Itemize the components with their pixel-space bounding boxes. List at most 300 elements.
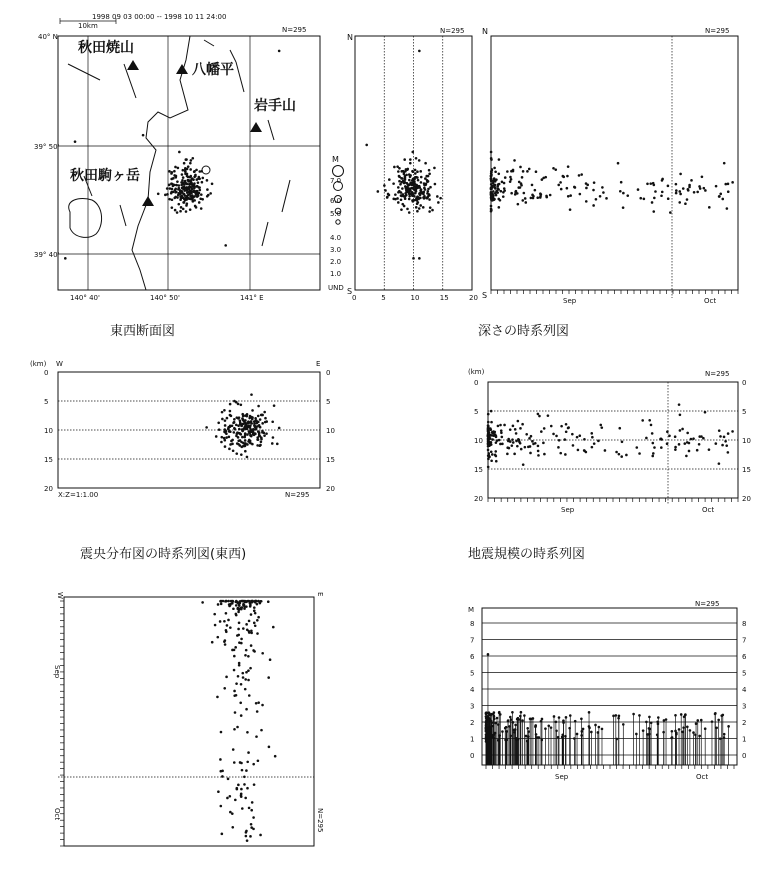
ew-time-point [234,646,237,649]
map-epicenter [142,134,145,137]
depth-time-point [591,446,594,449]
mag-time-bar-head [485,730,488,733]
mag-time-bar-head [514,724,517,727]
depth-time-point [683,442,686,445]
map-epicenter [181,179,184,182]
ns-time-point [687,189,690,192]
map-epicenter [74,140,77,143]
map-epicenter [64,257,67,260]
ns-point [434,183,437,186]
ew-point [264,417,267,420]
ns-time-point [531,184,534,187]
map-epicenter [176,211,179,214]
ew-time-point [235,604,238,607]
ns-point [386,196,389,199]
ns-time-point [562,176,565,179]
mag-time-y-tick-label: 3 [470,702,475,711]
ew-point [233,418,236,421]
ns-time-point [528,168,531,171]
mag-time-bar-head [544,727,547,730]
ns-time-point [696,191,699,194]
ns-time-point [492,190,495,193]
depth-time-point [679,429,682,432]
ns-time-point [534,189,537,192]
depth-time-point [681,428,684,431]
ew-point [238,416,241,419]
ew-time-point [240,795,243,798]
mag-time-bar-head [698,735,701,738]
depth-time-point [538,415,541,418]
ew-time-point [247,751,250,754]
ns-time-tick-sep: Sep [563,297,577,305]
ew-point [233,431,236,434]
ns-time-point [531,194,534,197]
mag-time-bar-head [723,736,726,739]
ew-time-point [245,830,248,833]
mag-time-bar-head [674,714,677,717]
map-epicenter [184,181,187,184]
ew-time-point [246,731,249,734]
depth-time-point [604,449,607,452]
depth-time-point [593,442,596,445]
mag-time-bar-head [485,713,488,716]
ew-point [259,444,262,447]
ew-time-point [219,805,222,808]
mag-time-bar-head [507,719,510,722]
ew-time-point [238,621,241,624]
map-lon-label: 140° 50' [150,294,180,302]
ns-time-point [639,197,642,200]
ns-time-point [718,195,721,198]
mag-time-bar-head [723,733,726,736]
ew-time-point [240,788,243,791]
mag-time-bar-head [727,725,730,728]
map-epicenter [166,187,169,190]
ns-point [398,167,401,170]
map-epicenter [179,210,182,213]
ew-time-point [227,619,230,622]
mag-time-bar-head [617,717,620,720]
ew-point [261,422,264,425]
mag-time-bar-head [598,726,601,729]
ew-point [220,441,223,444]
depth-time-point [529,452,532,455]
ew-point [253,422,256,425]
ns-point [429,186,432,189]
map-epicenter [175,184,178,187]
map-epicenter [200,207,203,210]
ns-time-point [724,183,727,186]
ew-time-point [217,603,220,606]
mag-time-bar-head [510,718,513,721]
map-epicenter [184,167,187,170]
ns-point [398,176,401,179]
ew-time-point [216,696,219,699]
mag-time-bar-head [615,738,618,741]
depth-time-point [524,446,527,449]
ew-time-point [245,649,248,652]
mag-time-y-tick-label: 7 [470,636,475,645]
ew-time-point [240,683,243,686]
ns-time-point [521,176,524,179]
map-epicenter [189,168,192,171]
depth-time-point [576,436,579,439]
ns-point [408,198,411,201]
ns-section-corner-s: S [347,287,353,296]
mag-time-bar-head [683,715,686,718]
ew-time-point [256,632,259,635]
ew-point [231,443,234,446]
mag-time-bar-head [648,716,651,719]
ns-point [425,175,428,178]
depth-time-point [519,442,522,445]
ew-point [237,436,240,439]
ew-y-tick-label: 0 [44,369,49,377]
map-epicenter [206,179,209,182]
depth-time-point [651,432,654,435]
mag-time-bar-head [562,721,565,724]
ew-point [215,435,218,438]
mag-time-bar-head [650,721,653,724]
map-epicenter [278,50,281,53]
ew-point [225,436,228,439]
ns-time-point [567,165,570,168]
ns-time-point [699,187,702,190]
ns-time-point [497,198,500,201]
depth-time-point [492,432,495,435]
ns-point [394,193,397,196]
depth-time-point [547,414,550,417]
ew-point [232,449,235,452]
ns-time-point [708,206,711,209]
depth-time-point [522,463,525,466]
mag-time-bar-head [515,739,518,742]
ew-point [246,433,249,436]
volcano-label: 秋田駒ヶ岳 [70,168,140,184]
mag-time-bar-head [555,721,558,724]
map-epicenter [185,158,188,161]
ns-point [384,189,387,192]
depth-time-point [515,440,518,443]
ew-time-point [224,639,227,642]
ew-point [248,425,251,428]
ns-time-point [503,187,506,190]
depth-time-point [506,453,509,456]
ns-time-point [653,197,656,200]
ns-time-point [490,193,493,196]
ns-point [408,211,411,214]
ew-point [251,443,254,446]
ew-time-point [260,600,263,603]
map-epicenter [200,170,203,173]
ew-time-point [236,607,239,610]
depth-time-point [718,462,721,465]
ns-time-point [675,183,678,186]
ns-point [412,187,415,190]
mag-time-bar-head [493,711,496,714]
ns-x-tick-label: 5 [381,294,386,302]
ns-time-count: N=295 [705,27,730,35]
ns-x-tick-label: 0 [352,294,357,302]
depth-time-point [555,435,558,438]
ns-time-point [719,193,722,196]
ew-time-point [239,701,242,704]
ns-time-point [693,191,696,194]
ns-time-point [498,206,501,209]
ew-time-point [244,797,247,800]
depth-time-point [721,444,724,447]
ns-time-point [566,187,569,190]
map-epicenter [176,180,179,183]
ew-point [271,442,274,445]
depth-time-point [719,435,722,438]
magnitude-legend-title: M [332,155,339,164]
mag-time-day-ticks [486,765,734,769]
ns-time-point [504,176,507,179]
ew-time-point [232,607,235,610]
ns-time-point [727,190,730,193]
depth-time-point [621,441,624,444]
ns-point [418,50,421,53]
depth-time-point [702,437,705,440]
ew-point [229,414,232,417]
ew-point [265,432,268,435]
depth-time-point [652,452,655,455]
ns-time-point [535,170,538,173]
ns-point [422,206,425,209]
ew-point [249,415,252,418]
depth-time-point [552,433,555,436]
depth-time-point [558,439,561,442]
ns-point [427,180,430,183]
ns-time-point [704,189,707,192]
ew-point [260,440,263,443]
mag-time-tick-sep: Sep [555,773,569,781]
ew-time-point [250,601,253,604]
depth-time-point [686,441,689,444]
mag-time-bar-head [622,723,625,726]
ns-point [418,257,421,260]
depth-time-point [618,427,621,430]
ew-point [278,427,281,430]
ew-time-point [234,799,237,802]
depth-time-point [704,411,707,414]
ns-point [411,193,414,196]
ns-time-point [586,184,589,187]
ew-time-point [244,688,247,691]
map-epicenter [190,190,193,193]
ns-time-point [500,190,503,193]
map-epicenter [181,173,184,176]
mag-time-y-tick-label: 7 [742,636,747,645]
map-epicenter [182,169,185,172]
mag-time-bar-head [717,719,720,722]
depth-time-point [727,432,730,435]
depth-time-point [487,449,490,452]
ns-point [396,197,399,200]
ew-time-point [214,624,217,627]
ew-time-point [256,619,259,622]
ns-time-point [517,203,520,206]
depth-time-point [648,419,651,422]
ns-point [409,162,412,165]
ew-time-count: N=295 [316,808,324,833]
mag-time-bar-head [487,653,490,656]
ns-time-point [652,210,655,213]
mag-time-y-tick-label: 2 [470,719,475,727]
depth-time-point [517,420,520,423]
depth-time-point [651,442,654,445]
depth-time-point [690,438,693,441]
ew-time-point [252,816,255,819]
legend-circle [336,220,340,224]
ns-time-point [560,188,563,191]
mag-time-bar-head [511,711,514,714]
ns-point [415,184,418,187]
depth-time-point [674,446,677,449]
ew-y-tick-label: 10 [326,427,335,435]
ns-time-point [490,196,493,199]
ew-time-corner-e: E [316,592,324,597]
ns-time-point [502,195,505,198]
depth-time-point [501,436,504,439]
ns-time-point [521,199,524,202]
ew-time-point [233,694,236,697]
ew-y-tick-label: 15 [44,456,53,464]
map-epicenter [195,169,198,172]
depth-time-point [645,437,648,440]
depth-time-point [615,451,618,454]
legend-label: 5.0 [330,210,342,218]
depth-time-point [511,438,514,441]
ns-time-point [605,197,608,200]
mag-time-bar-head [719,737,722,740]
ns-point [420,181,423,184]
ew-point [224,419,227,422]
mag-time-bar-head [689,729,692,732]
ew-time-point [223,687,226,690]
depth-time-point [511,444,514,447]
ns-point [392,182,395,185]
mag-time-bar-head [490,720,493,723]
ew-time-point [248,694,251,697]
ns-point [431,209,434,212]
mag-time-bar-head [555,729,558,732]
ew-time-point [228,605,231,608]
ew-time-point [219,758,222,761]
depth-time-point [597,440,600,443]
ns-time-point [510,192,513,195]
map-epicenter [191,178,194,181]
depth-time-point [542,442,545,445]
mag-time-bar-head [496,717,499,720]
depth-time-point [494,450,497,453]
ns-time-point [622,192,625,195]
depth-time-y-tick-label: 15 [742,466,751,474]
ew-time-point [238,664,241,667]
ew-point [237,403,240,406]
mag-time-bar-head [642,729,645,732]
depth-time-point [490,441,493,444]
ew-point [228,436,231,439]
mag-time-bar-head [588,725,591,728]
ns-point [433,167,436,170]
ew-point [220,436,223,439]
ew-time-point [242,600,245,603]
map-epicenter [224,244,227,247]
depth-time-point [577,449,580,452]
ew-time-point [245,835,248,838]
ew-time-point [237,784,240,787]
map-epicenter [177,194,180,197]
map-epicenter [186,183,189,186]
depth-time-point [507,440,510,443]
ew-time-point [256,603,259,606]
ns-point [429,206,432,209]
mag-time-bar-head [722,714,725,717]
depth-time-point [666,430,669,433]
ew-time-point [233,655,236,658]
map-epicenter [198,186,201,189]
depth-time-point [503,424,506,427]
map-epicenter [194,175,197,178]
map-epicenter [177,203,180,206]
depth-time-points [487,403,734,468]
ew-point [244,450,247,453]
map-epicenter [182,176,185,179]
ns-time-point [703,187,706,190]
map-epicenter [201,177,204,180]
map-epicenter [184,197,187,200]
depth-time-point [698,443,701,446]
legend-label: 1.0 [330,270,342,278]
fault-line [236,62,244,92]
ns-point [439,197,442,200]
ew-point [254,428,257,431]
depth-time-point [591,436,594,439]
map-epicenter [189,198,192,201]
depth-time-point [543,427,546,430]
ns-time-point [493,167,496,170]
ns-time-point [502,191,505,194]
ew-time-point [235,682,238,685]
ns-point [414,169,417,172]
ew-time-point [221,833,224,836]
map-epicenter [173,170,176,173]
depth-time-tick-sep: Sep [561,506,575,514]
depth-time-point [565,430,568,433]
map-epicenter [157,192,160,195]
ns-time-point [721,198,724,201]
ns-time-point [686,198,689,201]
ns-time-point [542,177,545,180]
ew-point [239,423,242,426]
map-epicenter [206,195,209,198]
depth-time-y-tick-label: 10 [742,437,751,445]
ew-time-tick-oct: Oct [53,808,61,821]
ew-point [240,441,243,444]
map-epicenter [177,167,180,170]
depth-time-point [698,435,701,438]
mag-time-bar-head [526,727,529,730]
ns-time-point [510,178,513,181]
mag-time-bar-head [657,716,660,719]
map-epicenter [178,184,181,187]
mag-time-bar-head [700,719,703,722]
ew-time-point [243,783,246,786]
ns-section-ticks [352,294,478,302]
fault-line [68,64,100,80]
